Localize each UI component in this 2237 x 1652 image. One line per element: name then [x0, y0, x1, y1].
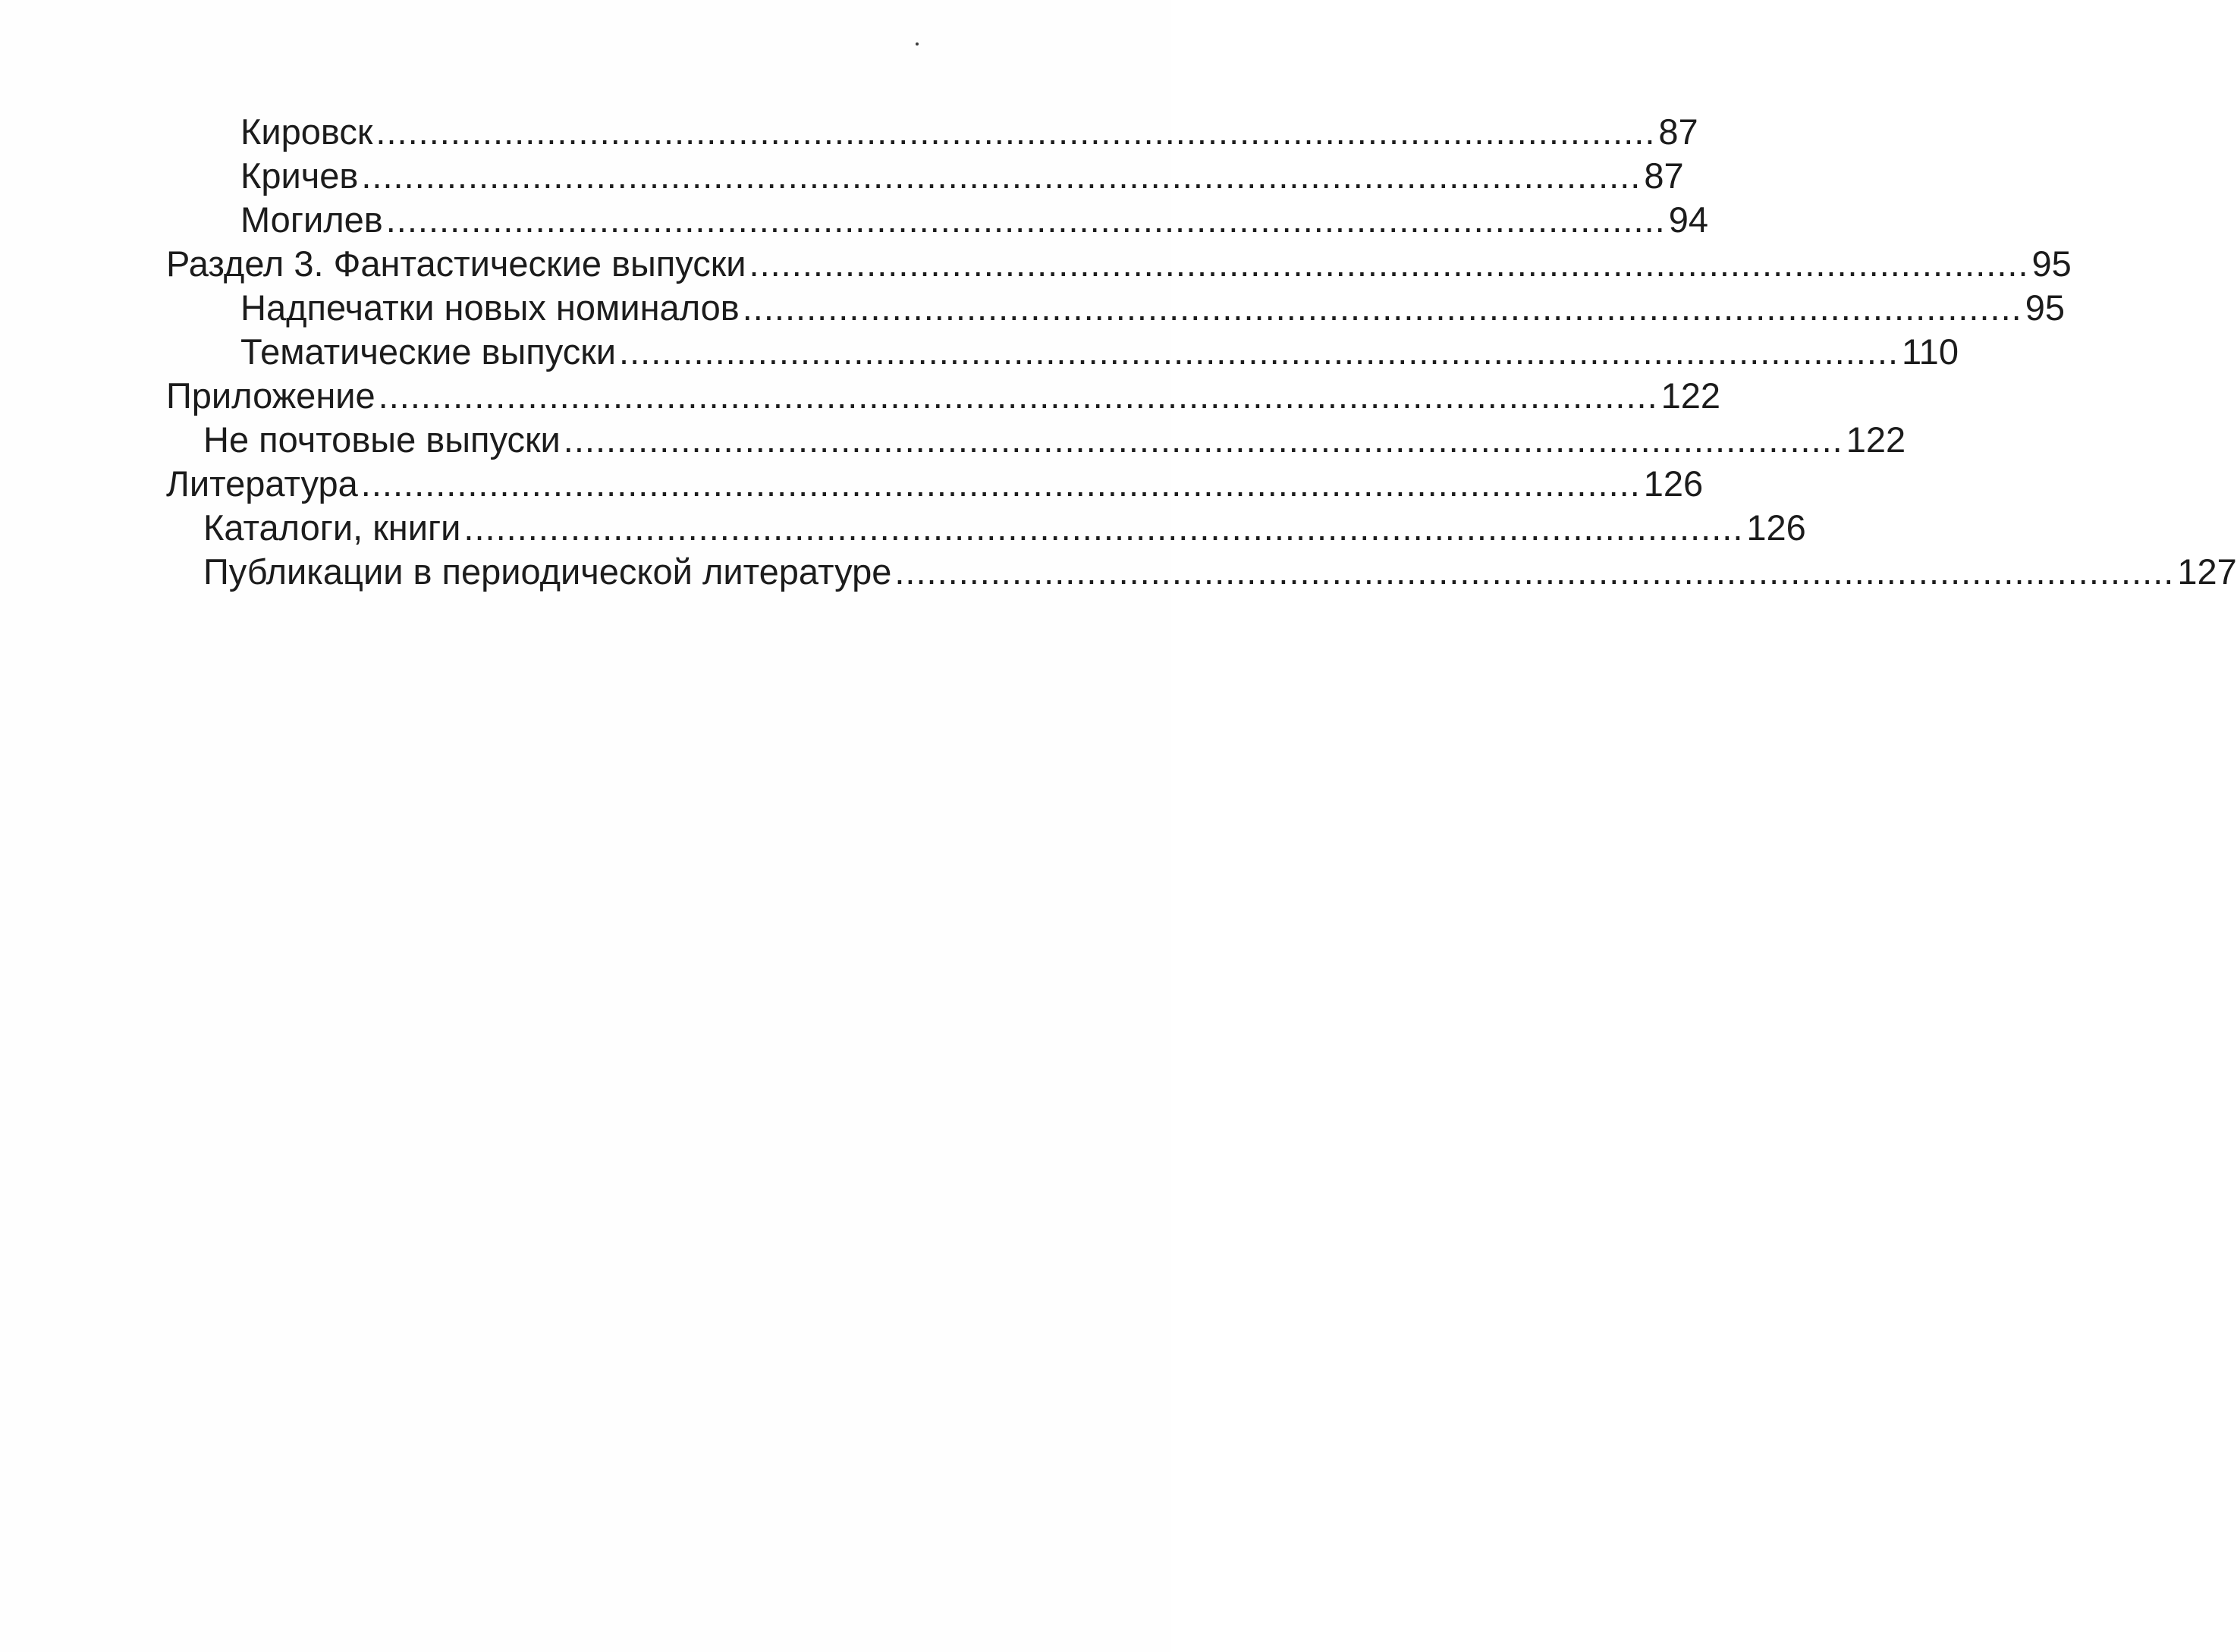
- toc-entry-title: Раздел 3. Фантастические выпуски: [166, 243, 746, 284]
- toc-entry-kirovsk: [240, 110, 1698, 154]
- toc-entry-page: 127: [2177, 551, 2237, 592]
- toc-dot-leader: ........................................................................................................................: [360, 463, 1641, 504]
- toc-dot-leader: ........................................................................................................................: [378, 375, 1658, 416]
- toc-entry-thematic: [240, 330, 1959, 374]
- toc-entry-page: 122: [1660, 375, 1721, 416]
- toc-entry-title: Могилев: [240, 199, 383, 240]
- toc-entry-title: Кировск: [240, 111, 373, 152]
- toc-entry-title: Не почтовые выпуски: [203, 419, 561, 460]
- toc-entry-section-3: [166, 242, 2072, 286]
- toc-dot-leader: ........................................................................................................................: [563, 419, 1843, 460]
- toc-entry-mogilev: [240, 198, 1709, 242]
- toc-entry-periodicals: [203, 550, 2237, 594]
- toc-entry-page: 94: [1668, 199, 1709, 240]
- toc-entry-page: 87: [1658, 111, 1698, 152]
- toc-entry-page: 126: [1643, 463, 1704, 504]
- toc-entry-page: 95: [2031, 243, 2072, 284]
- toc-entry-catalogs: [203, 506, 1806, 550]
- toc-entry-title: Каталоги, книги: [203, 507, 461, 548]
- toc-dot-leader: ........................................................................................................................: [463, 507, 1744, 548]
- toc-entry-title: Тематические выпуски: [240, 331, 617, 372]
- toc-entry-literature: [166, 462, 1704, 506]
- toc-dot-leader: ........................................................................................................................: [361, 155, 1642, 196]
- scan-speck: [916, 42, 919, 46]
- toc-entry-krichev: [240, 154, 1684, 198]
- toc-dot-leader: ........................................................................................................................: [742, 287, 2022, 328]
- toc-entry-appendix: [166, 374, 1721, 418]
- toc-dot-leader: ........................................................................................................................: [385, 199, 1666, 240]
- toc-entry-page: 110: [1902, 331, 1959, 372]
- toc-entry-non-postal: [203, 418, 1906, 462]
- toc-entry-title: Надпечатки новых номиналов: [240, 287, 740, 328]
- toc-entry-title: Приложение: [166, 375, 375, 416]
- toc-entry-page: 95: [2025, 287, 2066, 328]
- toc-entry-title: Литература: [166, 463, 358, 504]
- toc-entry-title: Публикации в периодической литературе: [203, 551, 892, 592]
- toc-dot-leader: ........................................................................................................................: [375, 111, 1656, 152]
- toc-entry-overprints: [240, 286, 2066, 330]
- toc-dot-leader: ........................................................................................................................: [894, 551, 2175, 592]
- toc-entry-title: Кричев: [240, 155, 359, 196]
- toc-entry-page: 87: [1644, 155, 1684, 196]
- toc-entry-page: 126: [1746, 507, 1806, 548]
- toc-dot-leader: ........................................................................................................................: [619, 331, 1899, 372]
- toc-dot-leader: ........................................................................................................................: [749, 243, 2029, 284]
- toc-entry-page: 122: [1846, 419, 1906, 460]
